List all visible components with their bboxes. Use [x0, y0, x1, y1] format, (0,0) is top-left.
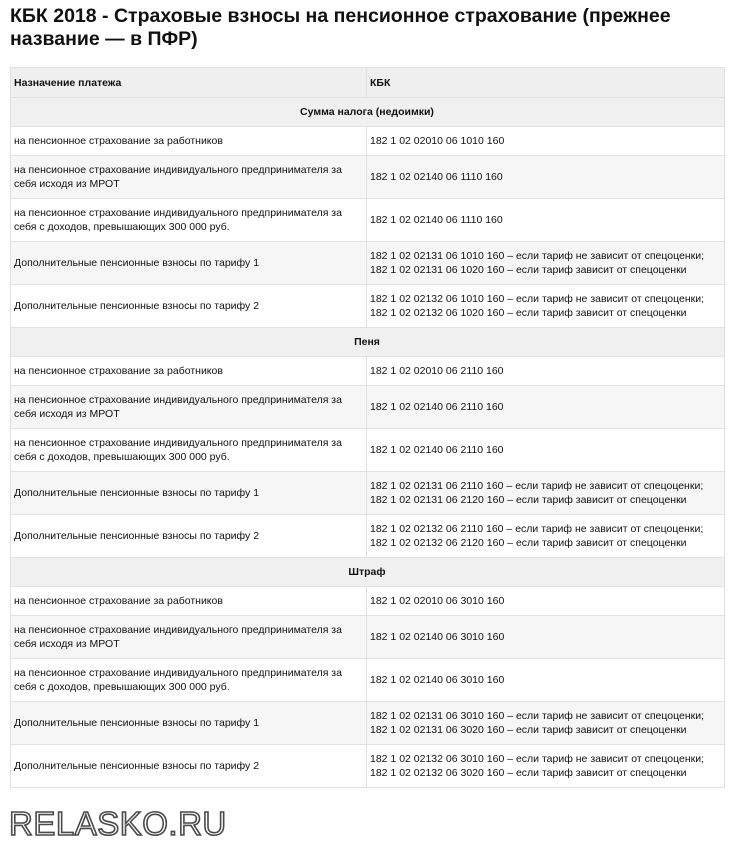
kbk-code-cell: [367, 616, 725, 659]
kbk-code: 182 1 02 02132 06 2110 160 – если тариф не зависит от спецоценки;: [370, 523, 704, 535]
table-row: [11, 386, 725, 429]
kbk-code: 182 1 02 02132 06 3010 160 – если тариф не зависит от спецоценки;: [370, 753, 705, 765]
kbk-code-cell: [367, 156, 725, 199]
kbk-code: 182 1 02 02140 06 2110 160: [370, 401, 504, 413]
table-row: [11, 472, 725, 515]
kbk-code-cell: [367, 429, 725, 472]
kbk-code: 182 1 02 02010 06 3010 160: [370, 595, 505, 607]
kbk-code-cell: [367, 127, 725, 156]
table-row: [11, 199, 725, 242]
payment-purpose-cell: на пенсионное страхование за работников: [11, 357, 367, 386]
kbk-code: 182 1 02 02131 06 1020 160 – если тариф зависит от спецоценки: [370, 264, 687, 276]
kbk-code-cell: [367, 285, 725, 328]
payment-purpose-cell: на пенсионное страхование индивидуального предпринимателя за себя с доходов, превышающих 300 000 руб.: [11, 199, 367, 242]
table-row: [11, 285, 725, 328]
section-label: Пеня: [11, 328, 725, 357]
payment-purpose-cell: Дополнительные пенсионные взносы по тарифу 2: [11, 745, 367, 788]
kbk-code: 182 1 02 02131 06 2110 160 – если тариф не зависит от спецоценки;: [370, 480, 704, 492]
kbk-code: 182 1 02 02140 06 1110 160: [370, 214, 503, 226]
section-row: [11, 98, 725, 127]
kbk-table-body: [11, 68, 725, 788]
payment-purpose-cell: Дополнительные пенсионные взносы по тарифу 2: [11, 515, 367, 558]
section-label: Сумма налога (недоимки): [11, 98, 725, 127]
kbk-code-cell: [367, 357, 725, 386]
kbk-code-cell: [367, 659, 725, 702]
payment-purpose-cell: Дополнительные пенсионные взносы по тарифу 1: [11, 242, 367, 285]
table-row: [11, 702, 725, 745]
kbk-code-cell: [367, 587, 725, 616]
kbk-code: 182 1 02 02131 06 2120 160 – если тариф зависит от спецоценки: [370, 494, 687, 506]
kbk-code: 182 1 02 02140 06 1110 160: [370, 171, 503, 183]
table-row: [11, 357, 725, 386]
kbk-code: 182 1 02 02131 06 1010 160 – если тариф не зависит от спецоценки;: [370, 250, 705, 262]
column-header-kbk: КБК: [367, 68, 725, 98]
column-header-purpose: Назначение платежа: [11, 68, 367, 98]
table-row: [11, 659, 725, 702]
payment-purpose-cell: Дополнительные пенсионные взносы по тарифу 1: [11, 702, 367, 745]
payment-purpose-cell: на пенсионное страхование индивидуального предпринимателя за себя исходя из МРОТ: [11, 386, 367, 429]
kbk-code: 182 1 02 02131 06 3020 160 – если тариф зависит от спецоценки: [370, 724, 687, 736]
payment-purpose-cell: на пенсионное страхование индивидуального предпринимателя за себя исходя из МРОТ: [11, 616, 367, 659]
kbk-code: 182 1 02 02010 06 1010 160: [370, 135, 505, 147]
kbk-code-cell: [367, 702, 725, 745]
table-row: [11, 127, 725, 156]
table-row: [11, 587, 725, 616]
kbk-code: 182 1 02 02132 06 1010 160 – если тариф не зависит от спецоценки;: [370, 293, 705, 305]
kbk-code: 182 1 02 02132 06 2120 160 – если тариф зависит от спецоценки: [370, 537, 687, 549]
kbk-code: 182 1 02 02140 06 3010 160: [370, 674, 505, 686]
kbk-code-cell: [367, 242, 725, 285]
kbk-code: 182 1 02 02010 06 2110 160: [370, 365, 504, 377]
kbk-code: 182 1 02 02140 06 2110 160: [370, 444, 504, 456]
payment-purpose-cell: на пенсионное страхование за работников: [11, 587, 367, 616]
kbk-code-cell: [367, 386, 725, 429]
payment-purpose-cell: Дополнительные пенсионные взносы по тарифу 1: [11, 472, 367, 515]
payment-purpose-cell: Дополнительные пенсионные взносы по тарифу 2: [11, 285, 367, 328]
kbk-code: 182 1 02 02140 06 3010 160: [370, 631, 505, 643]
kbk-table: [10, 67, 725, 788]
kbk-code-cell: [367, 472, 725, 515]
table-row: [11, 515, 725, 558]
table-row: [11, 242, 725, 285]
kbk-code: 182 1 02 02132 06 3020 160 – если тариф зависит от спецоценки: [370, 767, 687, 779]
watermark-logo: RELASKO.RU: [9, 805, 227, 842]
kbk-code-cell: [367, 199, 725, 242]
table-row: [11, 745, 725, 788]
kbk-code-cell: [367, 515, 725, 558]
page-title: КБК 2018 - Страховые взносы на пенсионное страхование (прежнее название — в ПФР): [10, 5, 671, 50]
table-row: [11, 616, 725, 659]
section-row: [11, 328, 725, 357]
table-header-row: [11, 68, 725, 98]
payment-purpose-cell: на пенсионное страхование индивидуального предпринимателя за себя с доходов, превышающих 300 000 руб.: [11, 429, 367, 472]
payment-purpose-cell: на пенсионное страхование индивидуального предпринимателя за себя с доходов, превышающих 300 000 руб.: [11, 659, 367, 702]
section-row: [11, 558, 725, 587]
table-row: [11, 156, 725, 199]
payment-purpose-cell: на пенсионное страхование индивидуального предпринимателя за себя исходя из МРОТ: [11, 156, 367, 199]
table-row: [11, 429, 725, 472]
kbk-code: 182 1 02 02132 06 1020 160 – если тариф зависит от спецоценки: [370, 307, 687, 319]
kbk-code: 182 1 02 02131 06 3010 160 – если тариф не зависит от спецоценки;: [370, 710, 705, 722]
payment-purpose-cell: на пенсионное страхование за работников: [11, 127, 367, 156]
section-label: Штраф: [11, 558, 725, 587]
kbk-code-cell: [367, 745, 725, 788]
